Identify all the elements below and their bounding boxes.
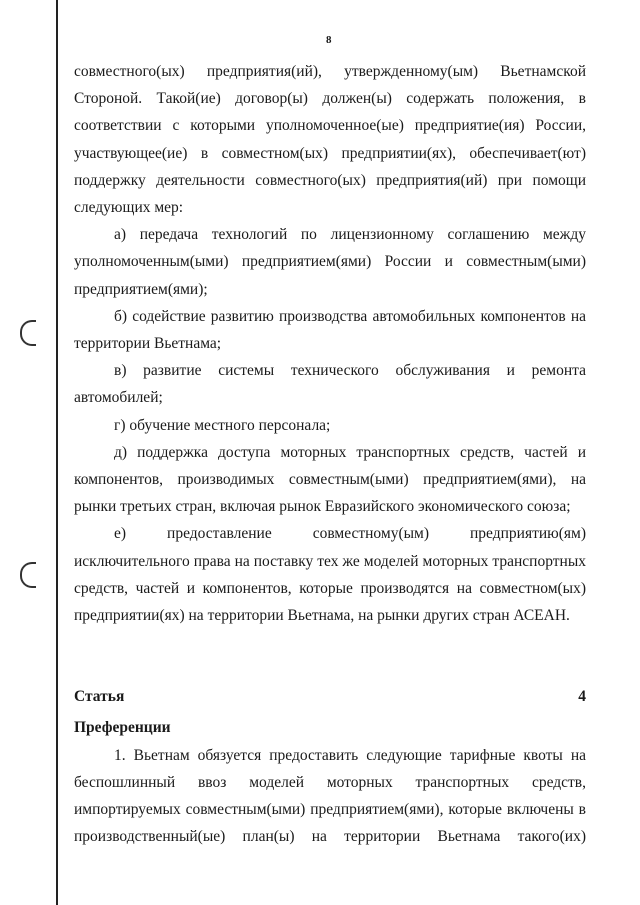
page-number: 8	[326, 34, 332, 46]
article-title: Преференции	[74, 719, 171, 737]
list-item-d: д) поддержка доступа моторных транспортных средств, частей и компонентов, производимых совместным(ыми) предприятием(ями), на рынки третьих стран, включая рынок Евразийского экономического союза;	[74, 443, 586, 516]
punch-hole-mark	[20, 562, 36, 588]
list-item-e: е) предоставление совместному(ым) предприятию(ям) исключительного права на поставку тех же моделей моторных транспортных средств, частей и компонентов, которые производятся на совместном(ых) предприятии(ях) на территории Вьетнама, на рынки других стран АСЕАН.	[74, 525, 586, 625]
paragraph-intro: совместного(ых) предприятия(ий), утвержденному(ым) Вьетнамской Стороной. Такой(ие) договор(ы) должен(ы) содержать положения, в соответствии с которыми уполномоченное(ые) предприятие(ия) России, участвующее(ие) в совместном(ых) предприятии(ях), обеспечивает(ют) поддержку деятельности совместного(ых) предприятия(ий) при помощи следующих мер:	[74, 63, 586, 217]
punch-hole-mark	[20, 320, 36, 346]
section-gap	[74, 629, 586, 683]
list-item-b: б) содействие развитию производства автомобильных компонентов на территории Вьетнама;	[74, 307, 586, 353]
binding-line	[56, 0, 58, 905]
document-body	[74, 58, 586, 850]
list-item-v: в) развитие системы технического обслуживания и ремонта автомобилей;	[74, 362, 586, 407]
article-paragraph-1: 1. Вьетнам обязуется предоставить следующие тарифные квоты на беспошлинный ввоз моделей моторных транспортных средств, импортируемых совместным(ыми) предприятием(ями), которые включены в производственный(ые) план(ы) на территории Вьетнама такого(их)	[74, 746, 586, 846]
list-item-g: г) обучение местного персонала;	[114, 416, 331, 434]
list-item-a: а) передача технологий по лицензионному соглашению между уполномоченным(ыми) предприятием(ями) России и совместным(ыми) предприятием(ями);	[74, 226, 586, 298]
article-number: Статья 4	[74, 688, 586, 706]
